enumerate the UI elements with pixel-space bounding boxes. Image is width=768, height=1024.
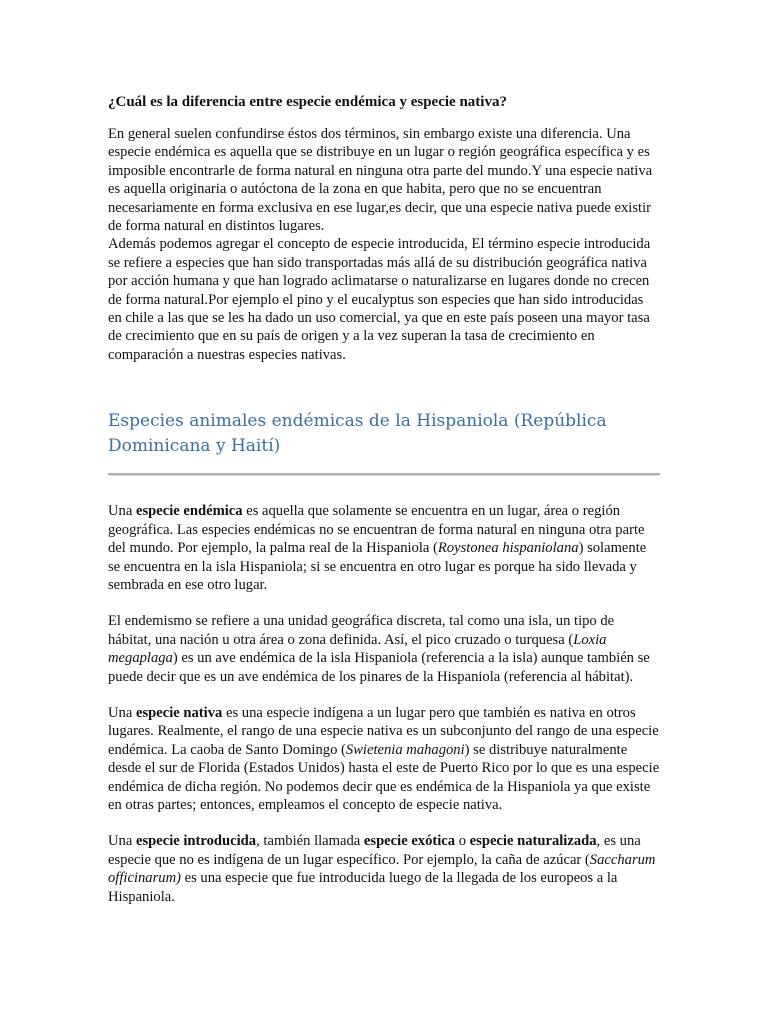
text-run: o (455, 833, 470, 850)
term-endemic: especie endémica (135, 503, 243, 520)
document-page (108, 93, 660, 924)
text-run: ) es un ave endémica de la isla Hispaniola (referencia a la isla) aunque también se puede decir que es un ave endémica de los pinares de la Hispaniola (referencia al hábitat). (108, 650, 650, 685)
native-paragraph (108, 704, 660, 814)
text-run: es una especie indígena a un lugar pero que también es nativa en otros lugares. Realmente, el rango de una especie nativa es un subconjunto del rango de una especie endémica. La caoba de Santo Domingo ( (108, 704, 659, 758)
species-name: Roystonea hispaniolana (437, 540, 579, 557)
text-run: Una (108, 704, 136, 721)
text-run: Una (108, 833, 136, 850)
intro-paragraph-2: Además podemos agregar el concepto de especie introducida, El término especie introducida se refiere a especies que han sido transportadas más allá de su distribución geográfica nativa por acción humana y que han logrado aclimatarse o naturalizarse en lugares donde no crecen de forma natural.Por ejemplo el pino y el eucalyptus son especies que han sido introducidas en chile a las que se les ha dado un uso comercial, ya que en este país poseen una mayor tasa de crecimiento que en su país de origen y a la vez superan la tasa de crecimiento en comparación a nuestras especies nativas. (108, 236, 651, 363)
text-run: ) se distribuye naturalmente desde el sur de Florida (Estados Unidos) hasta el este de Puerto Rico por lo que es una especie endémica de dicha región. No podemos decir que es endémica de la Hispaniola ya que existe en otras partes; entonces, empleamos el concepto de especie nativa. (108, 741, 660, 813)
term-exotic: especie exótica (363, 833, 456, 850)
text-run: , también llamada (256, 833, 364, 850)
text-run: es una especie que fue introducida luego de la llegada de los europeos a la Hispaniola. (108, 870, 618, 905)
species-name: Loxia megaplaga (108, 631, 607, 667)
text-run: , es una especie que no es indígena de un lugar específico. Por ejemplo, la caña de azúcar ( (108, 833, 641, 868)
intro-paragraph-1: En general suelen confundirse éstos dos términos, sin embargo existe una diferencia. Una especie endémica es aquella que se distribuye en un lugar o región geográfica específica y es imposible encontrarle de forma natural en ninguna otra parte del mundo.Y una especie nativa es aquella originaria o autóctona de la zona en que habita, pero que no se encuentran necesariamente en forma exclusiva en ese lugar,es decir, que una especie nativa puede existir de forma natural en distintos lugares. (108, 126, 653, 235)
intro-section (108, 125, 660, 364)
text-run: El endemismo se refiere a una unidad geográfica discreta, tal como una isla, un tipo de hábitat, una nación u otra área o zona definida. Así, el pico cruzado o turquesa ( (108, 613, 615, 648)
endemic-paragraph (108, 502, 660, 594)
section-heading: Especies animales endémicas de la Hispaniola (República Dominicana y Haití) (108, 411, 607, 457)
endemism-paragraph (108, 612, 660, 686)
question-title: ¿Cuál es la diferencia entre especie endémica y especie nativa? (108, 94, 507, 110)
definitions-section (108, 502, 660, 906)
species-name: Saccharum officinarum) (108, 851, 656, 887)
introduced-paragraph (108, 832, 660, 906)
term-native: especie nativa (135, 704, 223, 721)
species-name: Swietenia mahagoni (345, 741, 465, 758)
term-naturalized: especie naturalizada (469, 833, 597, 850)
text-run: Una (108, 503, 136, 520)
text-run: es aquella que solamente se encuentra en un lugar, área o región geográfica. Las especies endémicas no se encuentran de forma natural en ninguna otra parte del mundo. Por ejemplo, la palma real de la Hispaniola ( (108, 503, 645, 557)
section-divider (108, 473, 660, 476)
text-run: ) solamente se encuentra en la isla Hispaniola; si se encuentra en otro lugar es porque ha sido llevada y sembrada en ese otro lugar. (108, 540, 647, 593)
term-introduced: especie introducida (135, 833, 257, 850)
